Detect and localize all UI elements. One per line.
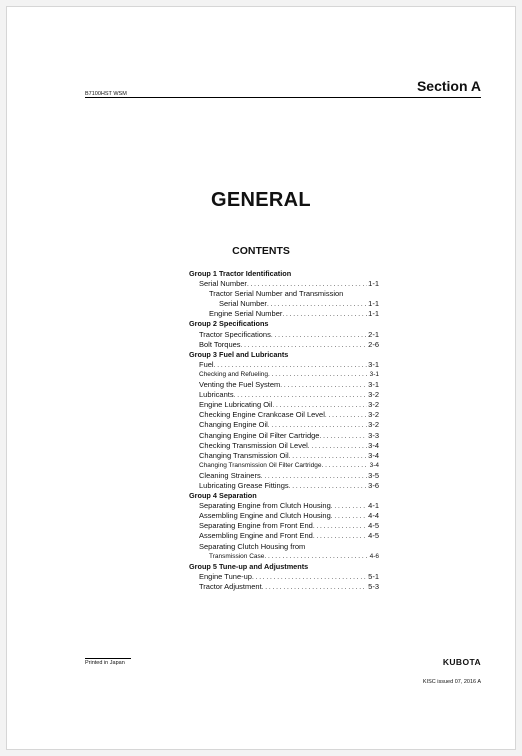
- toc-entry-label: Group 2 Specifications: [189, 319, 269, 329]
- toc-leader-dots: [262, 583, 367, 593]
- toc-leader-dots: [313, 522, 367, 532]
- toc-entry-label: Engine Lubricating Oil: [199, 400, 273, 410]
- toc-entry-label: Changing Engine Oil: [199, 420, 268, 430]
- toc-entry: [189, 410, 379, 420]
- table-of-contents: [189, 269, 379, 592]
- document-page: [6, 6, 516, 750]
- header-rule: [85, 97, 481, 98]
- toc-leader-dots: [321, 461, 368, 471]
- toc-page-number: 3-2: [368, 390, 379, 400]
- toc-page-number: 4-1: [368, 501, 379, 511]
- toc-entry-label: Transmission Case: [209, 552, 265, 560]
- toc-group-heading: [189, 350, 379, 360]
- toc-page-number: 2-1: [368, 329, 379, 339]
- toc-entry: [189, 420, 379, 430]
- toc-entry: [189, 481, 379, 491]
- toc-entry-label: Changing Engine Oil Filter Cartridge: [199, 430, 320, 440]
- toc-entry: [189, 400, 379, 410]
- toc-entry-label: Checking and Refueling: [199, 370, 269, 378]
- toc-entry-label: Tractor Specifications: [199, 329, 271, 339]
- toc-entry: [189, 299, 379, 309]
- toc-entry: [189, 380, 379, 390]
- toc-entry-label: Bolt Torques: [199, 339, 241, 349]
- toc-entry-label: Venting the Fuel System: [199, 380, 281, 390]
- toc-page-number: 3-1: [368, 359, 379, 369]
- toc-entry: [189, 461, 379, 471]
- toc-entry: [189, 501, 379, 511]
- toc-entry-label: Assembling Engine and Front End: [199, 531, 313, 541]
- toc-entry-label: Serial Number: [219, 299, 267, 309]
- toc-leader-dots: [308, 442, 367, 452]
- toc-page-number: 3-1: [368, 380, 379, 390]
- toc-page-number: 1-1: [368, 279, 379, 289]
- toc-page-number: 3-2: [368, 420, 379, 430]
- toc-leader-dots: [331, 502, 367, 512]
- toc-entry: [189, 330, 379, 340]
- toc-page-number: 2-6: [368, 339, 379, 349]
- toc-entry-label: Lubricating Grease Fittings: [199, 480, 289, 490]
- toc-leader-dots: [252, 573, 367, 583]
- toc-entry: [189, 279, 379, 289]
- toc-page-number: 5-3: [368, 581, 379, 591]
- toc-group-heading: [189, 562, 379, 572]
- toc-leader-dots: [289, 482, 368, 492]
- toc-page-number: 3-4: [369, 461, 379, 469]
- toc-entry: [189, 511, 379, 521]
- toc-entry: [189, 309, 379, 319]
- toc-entry-label: Changing Transmission Oil Filter Cartridge: [199, 461, 322, 469]
- toc-entry-label: Serial Number: [199, 279, 247, 289]
- toc-entry: [189, 441, 379, 451]
- brand-logo: KUBOTA: [442, 657, 481, 667]
- toc-leader-dots: [319, 432, 367, 442]
- toc-entry: [189, 552, 379, 562]
- toc-page-number: 1-1: [368, 309, 379, 319]
- toc-page-number: 3-2: [368, 400, 379, 410]
- printed-in-label: Printed in Japan: [85, 658, 131, 666]
- toc-group-heading: [189, 491, 379, 501]
- toc-leader-dots: [331, 512, 367, 522]
- toc-entry-label: Cleaning Strainers: [199, 470, 261, 480]
- toc-entry: [189, 390, 379, 400]
- toc-entry-label: Engine Tune-up: [199, 571, 252, 581]
- toc-entry-label: Checking Transmission Oil Level: [199, 440, 308, 450]
- section-heading: Section A: [416, 78, 481, 94]
- toc-entry-label: Lubricants: [199, 390, 234, 400]
- document-id: B7100HST WSM: [85, 91, 127, 97]
- toc-leader-dots: [280, 381, 367, 391]
- toc-entry: [189, 451, 379, 461]
- toc-page-number: 3-4: [368, 440, 379, 450]
- toc-page-number: 3-6: [368, 480, 379, 490]
- toc-entry: [189, 521, 379, 531]
- contents-heading: CONTENTS: [232, 245, 290, 257]
- toc-entry-label: Separating Clutch Housing from: [199, 541, 306, 551]
- toc-page-number: 1-1: [368, 299, 379, 309]
- toc-entry: [189, 531, 379, 541]
- toc-leader-dots: [264, 552, 368, 562]
- toc-entry-label: Separating Engine from Front End: [199, 521, 313, 531]
- toc-leader-dots: [268, 370, 369, 380]
- toc-leader-dots: [271, 331, 367, 341]
- toc-entry: [189, 582, 379, 592]
- toc-entry-label: Group 1 Tractor Identification: [189, 269, 292, 278]
- toc-page-number: 3-4: [368, 450, 379, 460]
- toc-entry-label: Engine Serial Number: [209, 309, 283, 319]
- toc-page-number: 3-3: [368, 430, 379, 440]
- toc-entry: [189, 289, 379, 299]
- toc-group-heading: [189, 319, 379, 329]
- toc-page-number: 5-1: [368, 571, 379, 581]
- toc-page-number: 4-4: [368, 511, 379, 521]
- toc-entry: [189, 431, 379, 441]
- toc-entry: [189, 360, 379, 370]
- toc-page-number: 3-2: [368, 410, 379, 420]
- toc-entry: [189, 471, 379, 481]
- toc-entry-label: Tractor Serial Number and Transmission: [209, 289, 344, 299]
- toc-entry-label: Tractor Adjustment: [199, 581, 262, 591]
- toc-entry: [189, 572, 379, 582]
- issue-label: KISC issued 07, 2016 A: [422, 679, 481, 685]
- toc-entry-label: Assembling Engine and Clutch Housing: [199, 511, 331, 521]
- toc-page-number: 4-6: [369, 552, 379, 560]
- toc-page-number: 3-1: [369, 370, 379, 378]
- toc-entry-label: Checking Engine Crankcase Oil Level: [199, 410, 325, 420]
- toc-leader-dots: [325, 411, 367, 421]
- page-title: GENERAL: [211, 189, 311, 211]
- toc-entry-label: Group 4 Separation: [189, 491, 257, 501]
- toc-entry-label: Group 3 Fuel and Lubricants: [189, 349, 289, 359]
- toc-page-number: 3-5: [368, 470, 379, 480]
- toc-entry-label: Group 5 Tune-up and Adjustments: [189, 561, 309, 571]
- toc-entry-label: Changing Transmission Oil: [199, 450, 289, 460]
- toc-entry: [189, 370, 379, 380]
- toc-entry-label: Separating Engine from Clutch Housing: [199, 501, 331, 511]
- toc-entry: [189, 542, 379, 552]
- toc-leader-dots: [313, 532, 367, 542]
- toc-group-heading: [189, 269, 379, 279]
- toc-page-number: 4-5: [368, 521, 379, 531]
- toc-entry: [189, 340, 379, 350]
- toc-leader-dots: [282, 310, 367, 320]
- toc-page-number: 4-5: [368, 531, 379, 541]
- toc-entry-label: Fuel: [199, 359, 214, 369]
